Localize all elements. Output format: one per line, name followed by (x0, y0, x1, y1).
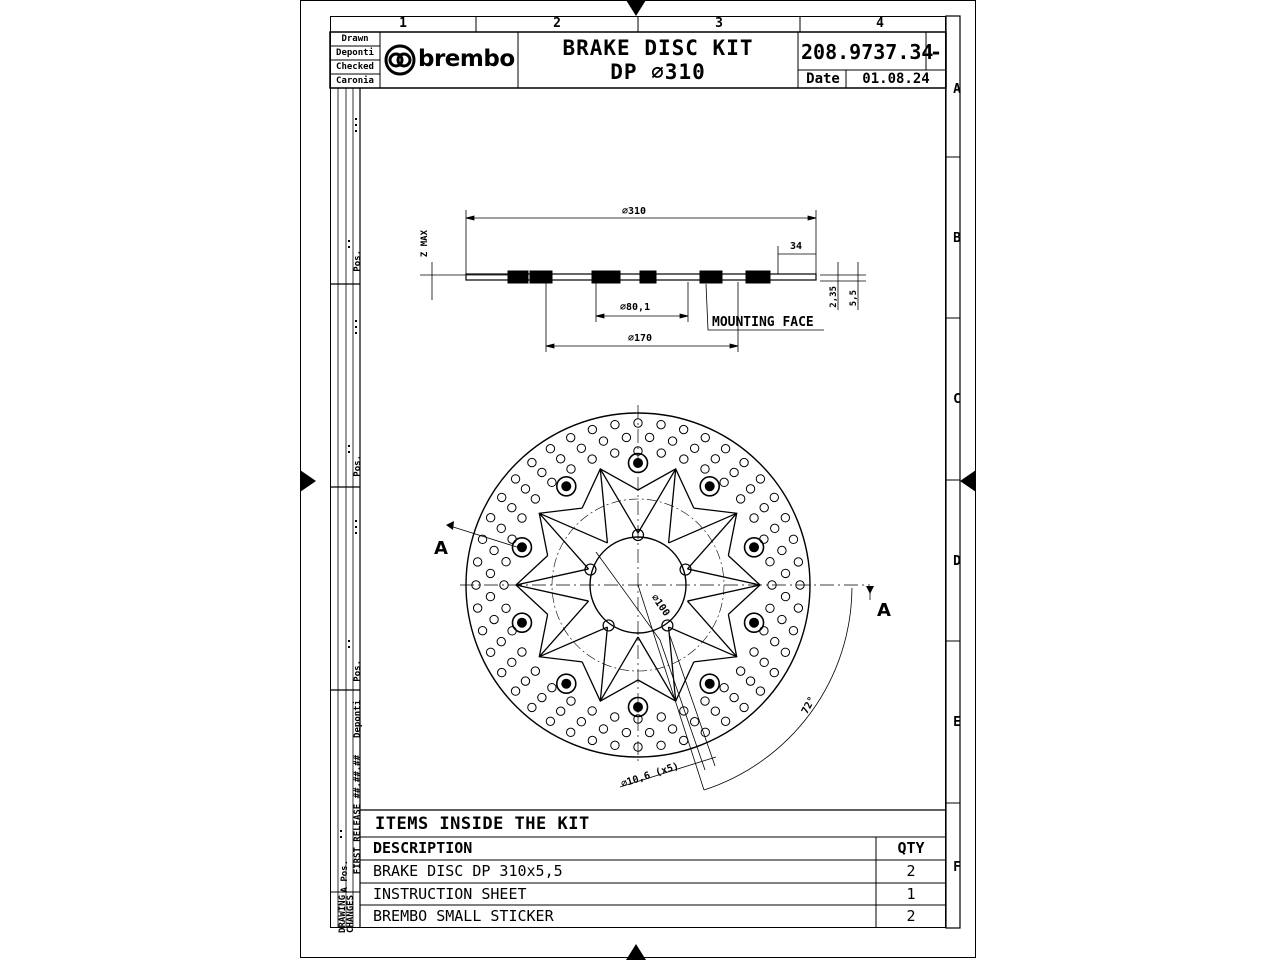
drill-hole (766, 558, 774, 566)
drill-hole (567, 697, 575, 705)
drill-hole (508, 658, 516, 666)
drill-hole (778, 546, 786, 554)
drill-hole (528, 458, 536, 466)
drill-hole (657, 713, 665, 721)
drill-hole (771, 524, 779, 532)
drill-hole (622, 433, 630, 441)
kit-row-3-qty: 2 (906, 907, 916, 925)
carrier-window (694, 508, 737, 556)
row-letter-f: F (953, 860, 961, 875)
drill-hole (611, 741, 619, 749)
title-block-checked-label: Checked (336, 62, 374, 72)
center-bore-dimension: ∅80,1 (620, 302, 651, 313)
drill-hole (546, 445, 554, 453)
drill-hole (588, 455, 596, 463)
floating-button-core (634, 703, 643, 712)
section-mark-left: A (434, 538, 448, 559)
drawing-title-line1: BRAKE DISC KIT (562, 36, 754, 60)
drill-hole (794, 604, 802, 612)
drill-hole (498, 668, 506, 676)
floating-button-core (634, 459, 643, 468)
drill-hole (760, 627, 768, 635)
drill-hole (750, 514, 758, 522)
drill-hole (720, 683, 728, 691)
drill-hole (756, 687, 764, 695)
drill-hole (679, 736, 687, 744)
drill-hole (548, 478, 556, 486)
drill-hole (701, 465, 709, 473)
carrier-window (638, 469, 694, 508)
drill-hole (521, 485, 529, 493)
drill-hole (622, 728, 630, 736)
drill-hole (498, 493, 506, 501)
drill-hole (645, 433, 653, 441)
drill-hole (473, 604, 481, 612)
revision-mark: - (929, 40, 943, 64)
drill-hole (588, 707, 596, 715)
brembo-wordmark: brembo (418, 46, 515, 72)
revision-pos-label-1: Pos. (353, 250, 363, 272)
revision-author: Deponti (353, 700, 363, 738)
drill-hole (781, 592, 789, 600)
title-block-checked-name: Caronia (336, 76, 374, 86)
row-letter-e: E (953, 715, 961, 730)
drill-hole (567, 728, 575, 736)
kit-row-3-description: BREMBO SMALL STICKER (373, 907, 554, 925)
floating-button-core (705, 482, 714, 491)
drawing-label: DRAWING (338, 895, 348, 933)
drill-hole (781, 648, 789, 656)
drill-hole (486, 569, 494, 577)
drill-hole (771, 637, 779, 645)
drawing-number: 208.9737.34 (801, 40, 934, 64)
drill-hole (789, 626, 797, 634)
drill-hole (756, 475, 764, 483)
drill-hole (478, 626, 486, 634)
title-block-drawn-name: Deponti (336, 48, 374, 58)
drill-hole (781, 569, 789, 577)
z-max-dimension: Z MAX (420, 230, 430, 258)
drill-hole (518, 514, 526, 522)
drill-hole (760, 658, 768, 666)
drill-hole (518, 648, 526, 656)
carrier-diameter-dimension: ∅170 (628, 333, 653, 344)
row-letter-c: C (953, 392, 961, 407)
drill-hole (521, 677, 529, 685)
drill-hole (668, 725, 676, 733)
drill-hole (690, 718, 698, 726)
drill-hole (548, 683, 556, 691)
drill-hole (577, 444, 585, 452)
drill-hole (599, 437, 607, 445)
drill-hole (486, 648, 494, 656)
drill-hole (611, 420, 619, 428)
drill-hole (497, 524, 505, 532)
drill-hole (490, 546, 498, 554)
drill-hole (721, 445, 729, 453)
drill-hole (502, 604, 510, 612)
drill-hole (736, 495, 744, 503)
drill-hole (781, 514, 789, 522)
drill-hole (486, 514, 494, 522)
drill-hole (701, 433, 709, 441)
revision-pos-label-3: Pos. (353, 660, 363, 682)
pad-track-width-dimension: 34 (790, 241, 803, 252)
drill-hole (789, 535, 797, 543)
drill-hole (794, 558, 802, 566)
mounting-face-label: MOUNTING FACE (712, 315, 814, 330)
thickness-2-35-dimension: 2,35 (829, 286, 839, 308)
drill-hole (556, 707, 564, 715)
drill-hole (645, 728, 653, 736)
floating-button-core (750, 618, 759, 627)
drill-hole (746, 677, 754, 685)
drill-hole (701, 697, 709, 705)
floating-button-core (562, 679, 571, 688)
drill-hole (531, 667, 539, 675)
drill-hole (657, 420, 665, 428)
kit-qty-header: QTY (897, 839, 925, 857)
drill-hole (502, 558, 510, 566)
drill-hole (538, 693, 546, 701)
first-release-label: FIRST RELEASE ##.##.## (353, 755, 363, 875)
drill-hole (556, 455, 564, 463)
drill-hole (740, 458, 748, 466)
drill-hole (750, 648, 758, 656)
drill-hole (490, 615, 498, 623)
drill-hole (711, 707, 719, 715)
drill-hole (711, 455, 719, 463)
drill-hole (668, 437, 676, 445)
drill-hole (486, 592, 494, 600)
drill-hole (760, 535, 768, 543)
kit-row-2-qty: 1 (906, 885, 916, 903)
drill-hole (577, 718, 585, 726)
drill-hole (611, 713, 619, 721)
drill-hole (740, 703, 748, 711)
drill-hole (721, 717, 729, 725)
bolt-circle-dimension: ∅100 (648, 592, 672, 619)
drill-hole (546, 717, 554, 725)
drill-hole (778, 615, 786, 623)
section-mark-right: A (877, 600, 891, 621)
drill-hole (508, 535, 516, 543)
drill-hole (679, 425, 687, 433)
kit-description-header: DESCRIPTION (373, 839, 473, 857)
drill-hole (538, 468, 546, 476)
thickness-5-5-dimension: 5,5 (849, 290, 859, 307)
floating-button-core (750, 543, 759, 552)
drill-hole (720, 478, 728, 486)
drill-hole (588, 425, 596, 433)
column-number-1: 1 (399, 16, 407, 31)
drill-hole (528, 703, 536, 711)
carrier-window (582, 469, 638, 508)
drill-hole (760, 503, 768, 511)
drill-hole (736, 667, 744, 675)
drill-hole (770, 493, 778, 501)
carrier-window (539, 614, 582, 662)
drill-hole (531, 495, 539, 503)
floating-button-core (517, 618, 526, 627)
drill-hole (473, 558, 481, 566)
bolt-hole-dimension: ∅10,6 (x5) (619, 760, 681, 791)
drill-hole (746, 485, 754, 493)
changes-pos-label: A Pos. (340, 860, 350, 893)
drill-hole (599, 725, 607, 733)
floating-button-core (705, 679, 714, 688)
drill-hole (511, 687, 519, 695)
drill-hole (657, 449, 665, 457)
drill-hole (567, 433, 575, 441)
drill-hole (730, 468, 738, 476)
drill-hole (680, 455, 688, 463)
drill-hole (766, 604, 774, 612)
date-label: Date (806, 71, 840, 87)
kit-heading: ITEMS INSIDE THE KIT (375, 814, 590, 834)
floating-button-core (562, 482, 571, 491)
changes-label: CHANGES (346, 895, 356, 933)
kit-row-2-description: INSTRUCTION SHEET (373, 885, 527, 903)
drill-hole (567, 465, 575, 473)
drill-hole (508, 503, 516, 511)
outer-diameter-dimension: ∅310 (622, 206, 647, 217)
kit-row-1-description: BRAKE DISC DP 310x5,5 (373, 862, 563, 880)
title-block-drawn-label: Drawn (341, 34, 369, 44)
drill-hole (508, 627, 516, 635)
date-value: 01.08.24 (862, 71, 930, 87)
drill-hole (588, 736, 596, 744)
revision-pos-label-2: Pos. (353, 455, 363, 477)
row-letter-b: B (953, 231, 961, 246)
row-letter-d: D (953, 554, 961, 569)
kit-row-1-qty: 2 (906, 862, 916, 880)
column-number-4: 4 (876, 16, 884, 31)
carrier-window (539, 508, 582, 556)
drill-hole (511, 475, 519, 483)
row-letter-a: A (953, 82, 961, 97)
drill-hole (657, 741, 665, 749)
column-number-3: 3 (715, 16, 723, 31)
carrier-window (694, 614, 737, 662)
carrier-window (582, 662, 638, 701)
drill-hole (611, 449, 619, 457)
bolt-angle-dimension: 72° (799, 694, 819, 717)
drill-hole (730, 693, 738, 701)
drill-hole (690, 444, 698, 452)
column-number-2: 2 (553, 16, 561, 31)
drill-hole (497, 637, 505, 645)
drill-hole (770, 668, 778, 676)
drawing-title-line2: DP ∅310 (610, 60, 706, 84)
